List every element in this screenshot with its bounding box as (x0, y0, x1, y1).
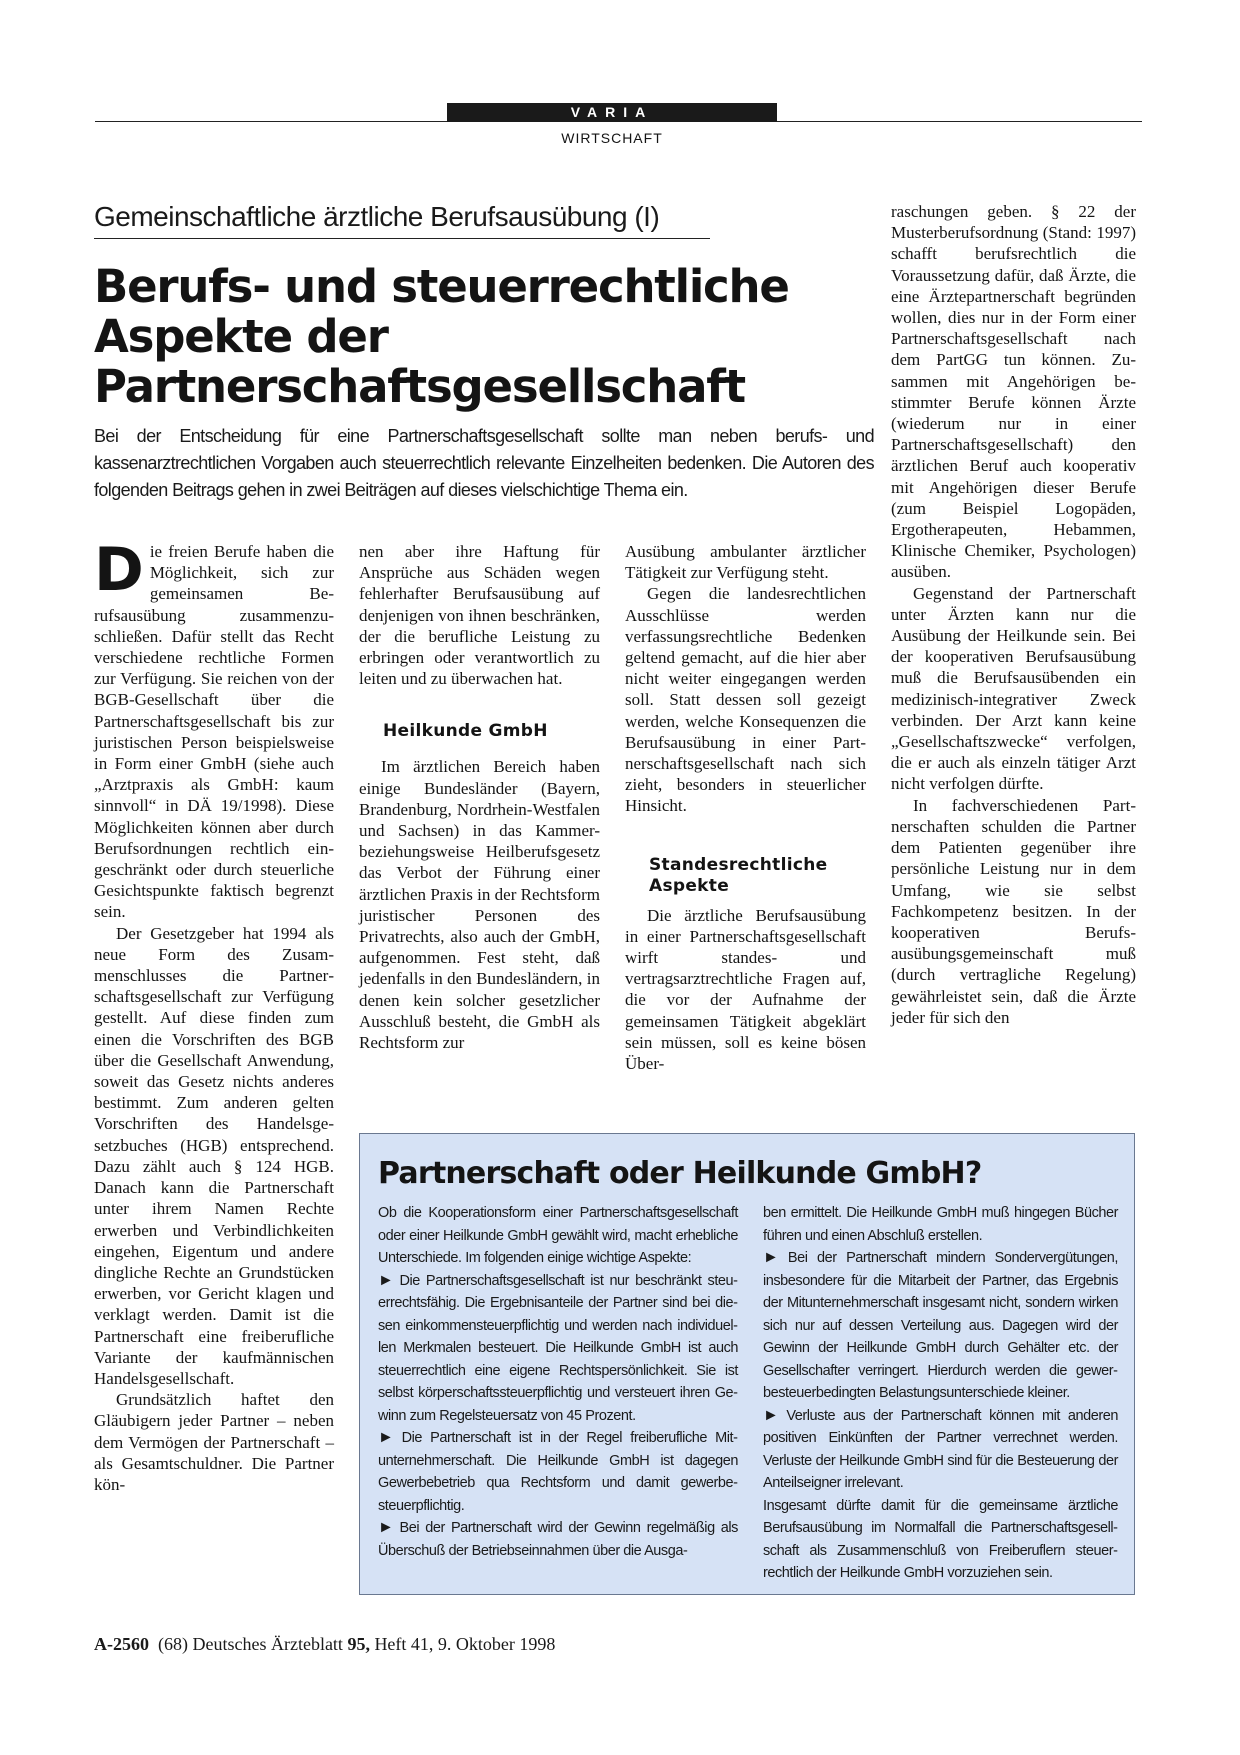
ressort-label: VARIA (447, 103, 777, 122)
point-text: Bei der Partnerschaft wird der Gewinn regelmäßig als Überschuß der Betriebseinnahmen über die Ausga- (378, 1520, 738, 1559)
info-box (359, 1133, 1135, 1595)
subheading-standesrechtliche-aspekte (649, 855, 866, 897)
info-box-title: Partnerschaft oder Heilkunde GmbH? (378, 1156, 982, 1191)
subheading-line: Standesrechtliche (649, 854, 828, 875)
headline-line: Aspekte der (94, 310, 388, 363)
bullet-triangle-icon: ► (378, 1519, 394, 1536)
point-text: Die Partnerschaft ist in der Regel freiberufliche Mitunternehmerschaft. Die Heilkunde GmbH ist dagegen Gewerbebetrieb qua Rechtsform und damit gewerbesteuerpflichtig. (378, 1430, 738, 1514)
kicker-rule (94, 238, 710, 239)
info-box-column-1 (378, 1202, 738, 1562)
paragraph: Der Gesetzgeber hat 1994 als neue Form des Zusammenschlusses die Partnerschaftsgesellschaft zur Verfügung gestellt. Auf diese finden zum einen die Vorschriften des BGB über die Gesellschaft Anwendung, soweit das Gesetz nichts anderes bestimmt. Zum anderen gelten Vorschriften des Handelsgesetzbuches (HGB) entsprechend. Dazu zählt auch § 124 HGB. Danach kann die Partnerschaft unter ihrem Namen Rechte erwerben und Verbindlichkeiten eingehen, Eigentum und andere dingliche Rechte an Grundstücken erwerben, vor Gericht klagen und verklagt werden. Damit ist die Partnerschaft eine freiberufliche Variante der kaufmännischen Handelsgesellschaft. (94, 923, 334, 1388)
paragraph (94, 535, 334, 923)
point-text: Die Partnerschaftsgesellschaft ist nur beschränkt steuerrechtsfähig. Die Ergebnisanteile der Partner sind bei diesen einkommensteuerpflichtig und werden nach individuellen Merkmalen besteuert. Die Heilkunde GmbH ist auch steuerrechtlich eine eigene Rechtspersönlichkeit. Sie ist selbst körperschaftssteuerpflichtig und versteuert ihren Gewinn zum Regelsteuersatz von 45 Prozent. (378, 1272, 738, 1424)
paragraph: nen aber ihre Haftung für Ansprüche aus Schäden wegen fehlerhafter Berufsausübung auf denjenigen von ihnen beschränken, der die berufliche Leistung zu erbringen oder verantwortlich zu leiten und zu überwachen hat. (359, 542, 600, 689)
article-column-3 (625, 541, 866, 1074)
page-footer (94, 1633, 555, 1655)
headline-line: Berufs- und steuerrechtliche (94, 260, 789, 313)
paragraph: Grundsätzlich haftet den Gläubigern jeder Partner – neben dem Vermögen der Partnerschaft – als Gesamtschuldner. Die Partner kön- (94, 1390, 334, 1494)
info-box-intro: Ob die Kooperationsform einer Partnerschaftsgesellschaft oder einer Heilkunde GmbH gewählt wird, macht erhebliche Unterschiede. Im folgenden einige wichtige Aspekte: (378, 1205, 738, 1266)
bullet-triangle-icon: ► (378, 1271, 394, 1289)
paragraph: Gegenstand der Partnerschaft unter Ärzten kann nur die Ausübung der Heilkunde sein. Bei der kooperativen Berufsausübung muß die Berufsausübenden ein medizinisch-integrativer Zweck verbinden. Der Arzt kann keine „Gesellschaftszwecke“ verfolgen, die er auch als einzeln tätiger Arzt nicht verfolgen dürfte. (891, 583, 1136, 794)
paragraph: Im ärztlichen Bereich haben einige Bundesländer (Bayern, Brandenburg, Nordrhein-Westfalen und Sachsen) in das Kammer- beziehungsweise Heilberufsgesetz das Verbot der Führung einer ärztlichen Praxis in der Rechtsform juristischer Personen des Privatrechts, also auch der GmbH, aufgenommen. Fest steht, daß jedenfalls in den Bundesländern, in denen kein solcher gesetzlicher Ausschluß besteht, die GmbH als Rechtsform zur (359, 757, 600, 1053)
info-box-point (763, 1247, 1118, 1405)
page-number: A-2560 (94, 1634, 149, 1654)
paragraph: Gegen die landesrechtlichen Ausschlüsse werden verfassungsrechtliche Bedenken geltend gemacht, auf die hier aber nicht weiter eingegangen werden soll. Statt dessen soll gezeigt werden, welche Konsequenzen die Berufsausübung in einer Partnerschaftsgesellschaft nach sich zieht, besonders in steuerlicher Hinsicht. (625, 584, 866, 816)
info-box-point (763, 1405, 1118, 1495)
paragraph: Ausübung ambulanter ärztlicher Tätigkeit zur Verfügung steht. (625, 542, 866, 583)
bullet-triangle-icon: ► (763, 1249, 779, 1266)
subheading-line: Aspekte (649, 875, 730, 896)
section-label: WIRTSCHAFT (561, 130, 663, 146)
headline-line: Partnerschaftsgesellschaft (94, 360, 745, 413)
issue-date: Heft 41, 9. Oktober 1998 (374, 1634, 556, 1654)
bullet-triangle-icon: ► (763, 1406, 779, 1424)
info-box-point (378, 1517, 738, 1562)
article-column-1 (94, 535, 334, 1495)
paragraph: In fachverschiedenen Partnerschaften schulden die Partner dem Patienten gegenüber ihre persönliche Leistung nur in dem Umfang, wie sie selbst Fachkompetenz besitzen. In der kooperativen Berufsausübungsgemeinschaft muß (durch vertragliche Regelung) gewährleistet sein, daß die Ärzte jeder für sich den (891, 795, 1136, 1027)
subheading-heilkunde-gmbh: Heilkunde GmbH (383, 721, 548, 742)
headline (94, 262, 854, 412)
point-text: Bei der Partnerschaft mindern Sondervergütungen, insbesondere für die Mitarbeit der Partner, das Ergebnis der Mitunternehmerschaft insgesamt nicht, sondern wirken sich nur auf dessen Verteilung aus. Dagegen wird der Gewinn der Heilkunde GmbH durch Gehälter etc. der Gesellschafter verringert. Hierdurch werden die gewerbesteuerbedingten Belastungsunterschiede kleiner. (763, 1250, 1118, 1401)
publication-name: (68) Deutsches Ärzteblatt (158, 1634, 343, 1654)
info-box-continued: ben ermittelt. Die Heilkunde GmbH muß hingegen Bücher führen und einen Abschluß erstellen. (763, 1205, 1118, 1244)
bullet-triangle-icon: ► (378, 1429, 394, 1446)
info-box-point (378, 1427, 738, 1517)
volume-number: 95, (347, 1634, 370, 1654)
kicker: Gemeinschaftliche ärztliche Berufsausübung (I) (94, 201, 660, 232)
info-box-column-2 (763, 1202, 1118, 1585)
paragraph: Die ärztliche Berufsausübung in einer Partnerschaftsgesellschaft wirft standes- und vertragsarztrechtliche Fragen auf, die vor der Aufnahme der gemeinsamen Tätigkeit abgeklärt sein müssen, soll es keine bösen Über- (625, 905, 866, 1074)
paragraph: raschungen geben. § 22 der Musterberufsordnung (Stand: 1997) schafft berufsrechtlich die Voraussetzung dafür, daß Ärzte, die eine Ärztepartnerschaft begründen wollen, dies nur in der Form einer Partnerschaftsgesellschaft nach dem PartGG tun können. Zusammen mit Angehörigen bestimmter Berufe können Ärzte (wiederum nur in einer Partnerschaftsgesellschaft) den ärztlichen Beruf auch kooperativ mit Angehörigen dieser Berufe (zum Beispiel Logopäden, Ergotherapeuten, Hebammen, Klinische Chemiker, Psychologen) ausüben. (891, 202, 1136, 582)
info-box-conclusion: Insgesamt dürfte damit für die gemeinsame ärztliche Berufsausübung im Normalfall die Partnerschaftsgesellschaft als Zusammenschluß von Freiberuflern steuerrechtlich der Heilkunde GmbH vorzuziehen sein. (763, 1497, 1118, 1581)
article-column-2 (359, 541, 600, 1053)
drop-cap: D (94, 535, 144, 605)
point-text: Verluste aus der Partnerschaft können mit anderen positiven Einkünften der Partner verrechnet werden. Verluste der Heilkunde GmbH sind für die Besteuerung der Anteilseigner irrelevant. (763, 1407, 1118, 1491)
paragraph-text: ie freien Berufe haben die Möglichkeit, sich zur gemeinsamen Berufsausübung zusammenzuschließen. Dafür stellt das Recht verschiedene rechtliche Formen zur Verfügung. Sie reichen von der BGB-Gesellschaft über die Partnerschaftsgesellschaft bis zur juristischen Person beispielsweise in Form einer GmbH (siehe auch „Arztpraxis als GmbH: kaum sinnvoll“ in DÄ 19/1998). Diese Möglichkeiten können aber durch Berufsordnungen rechtlich eingeschränkt oder durch steuerliche Gesichtspunkte faktisch begrenzt sein. (94, 542, 334, 922)
info-box-point (378, 1270, 738, 1428)
lead-paragraph: Bei der Entscheidung für eine Partnerschaftsgesellschaft sollte man neben berufs- und kassenarztrechtlichen Vorgaben auch steuerrechtlich relevante Einzelheiten bedenken. Die Autoren des folgenden Beitrags gehen in zwei Beiträgen auf dieses vielschichtige Thema ein. (94, 426, 874, 500)
article-column-4 (891, 201, 1136, 1028)
